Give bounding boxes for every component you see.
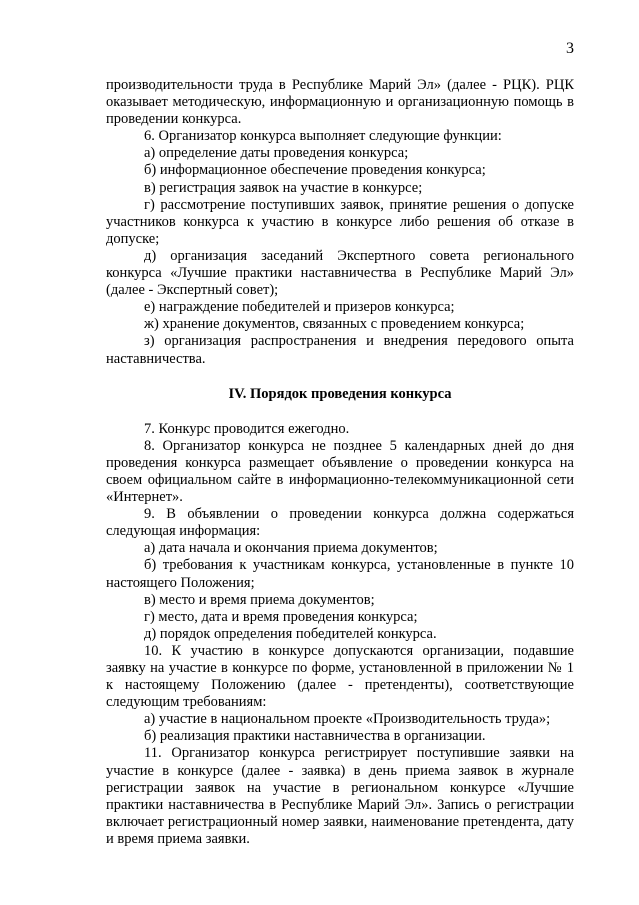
page-number: 3	[566, 40, 574, 57]
section-a-paragraphs	[106, 77, 574, 368]
section-b-paragraphs	[106, 421, 574, 848]
paragraph: б) требования к участникам конкурса, установленные в пункте 10 настоящего Положения;	[106, 557, 574, 591]
paragraph: 11. Организатор конкурса регистрирует поступившие заявки на участие в конкурсе (далее - заявка) в день приема заявок в журнале регистрации заявок на участие в региональном конкурсе «Лучшие практики наставничества в Республике Марий Эл». Запись о регистрации включает регистрационный номер заявки, наименование претендента, дату и время приема заявки.	[106, 745, 574, 847]
paragraph: в) место и время приема документов;	[144, 591, 375, 608]
section-heading: IV. Порядок проведения конкурса	[228, 385, 452, 402]
paragraph: б) информационное обеспечение проведения конкурса;	[144, 162, 486, 179]
paragraph: 7. Конкурс проводится ежегодно.	[144, 420, 350, 437]
paragraph: ж) хранение документов, связанных с проведением конкурса;	[144, 316, 525, 333]
paragraph: 10. К участию в конкурсе допускаются организации, подавшие заявку на участие в конкурсе по форме, установленной в приложении № 1 к настоящему Положению (далее - претенденты), соответствующие следующим требованиям:	[106, 642, 574, 711]
paragraph: 8. Организатор конкурса не позднее 5 календарных дней до дня проведения конкурса размещает объявление о проведении конкурса на своем официальном сайте в информационно-телекоммуникационной сети «Интернет».	[106, 437, 574, 506]
paragraph: д) организация заседаний Экспертного совета регионального конкурса «Лучшие практики наставничества в Республике Марий Эл» (далее - Экспертный совет);	[106, 247, 574, 299]
paragraph: производительности труда в Республике Марий Эл» (далее - РЦК). РЦК оказывает методическую, информационную и организационную помощь в проведении конкурса.	[106, 77, 574, 128]
paragraph: е) награждение победителей и призеров конкурса;	[144, 299, 455, 316]
paragraph: д) порядок определения победителей конкурса.	[144, 625, 437, 642]
paragraph: 9. В объявлении о проведении конкурса должна содержаться следующая информация:	[106, 506, 574, 540]
paragraph: г) место, дата и время проведения конкурса;	[144, 608, 418, 625]
paragraph: в) регистрация заявок на участие в конкурсе;	[144, 179, 423, 196]
paragraph: а) определение даты проведения конкурса;	[144, 145, 409, 162]
paragraph: 6. Организатор конкурса выполняет следующие функции:	[144, 128, 502, 145]
paragraph: з) организация распространения и внедрения передового опыта наставничества.	[106, 333, 574, 367]
paragraph: а) участие в национальном проекте «Производительность труда»;	[144, 711, 551, 728]
paragraph: а) дата начала и окончания приема документов;	[144, 540, 438, 557]
paragraph: г) рассмотрение поступивших заявок, принятие решения о допуске участников конкурса к участию в конкурсе либо решения об отказе в допуске;	[106, 196, 574, 247]
paragraph: б) реализация практики наставничества в организации.	[144, 728, 486, 745]
document-body	[106, 77, 574, 848]
